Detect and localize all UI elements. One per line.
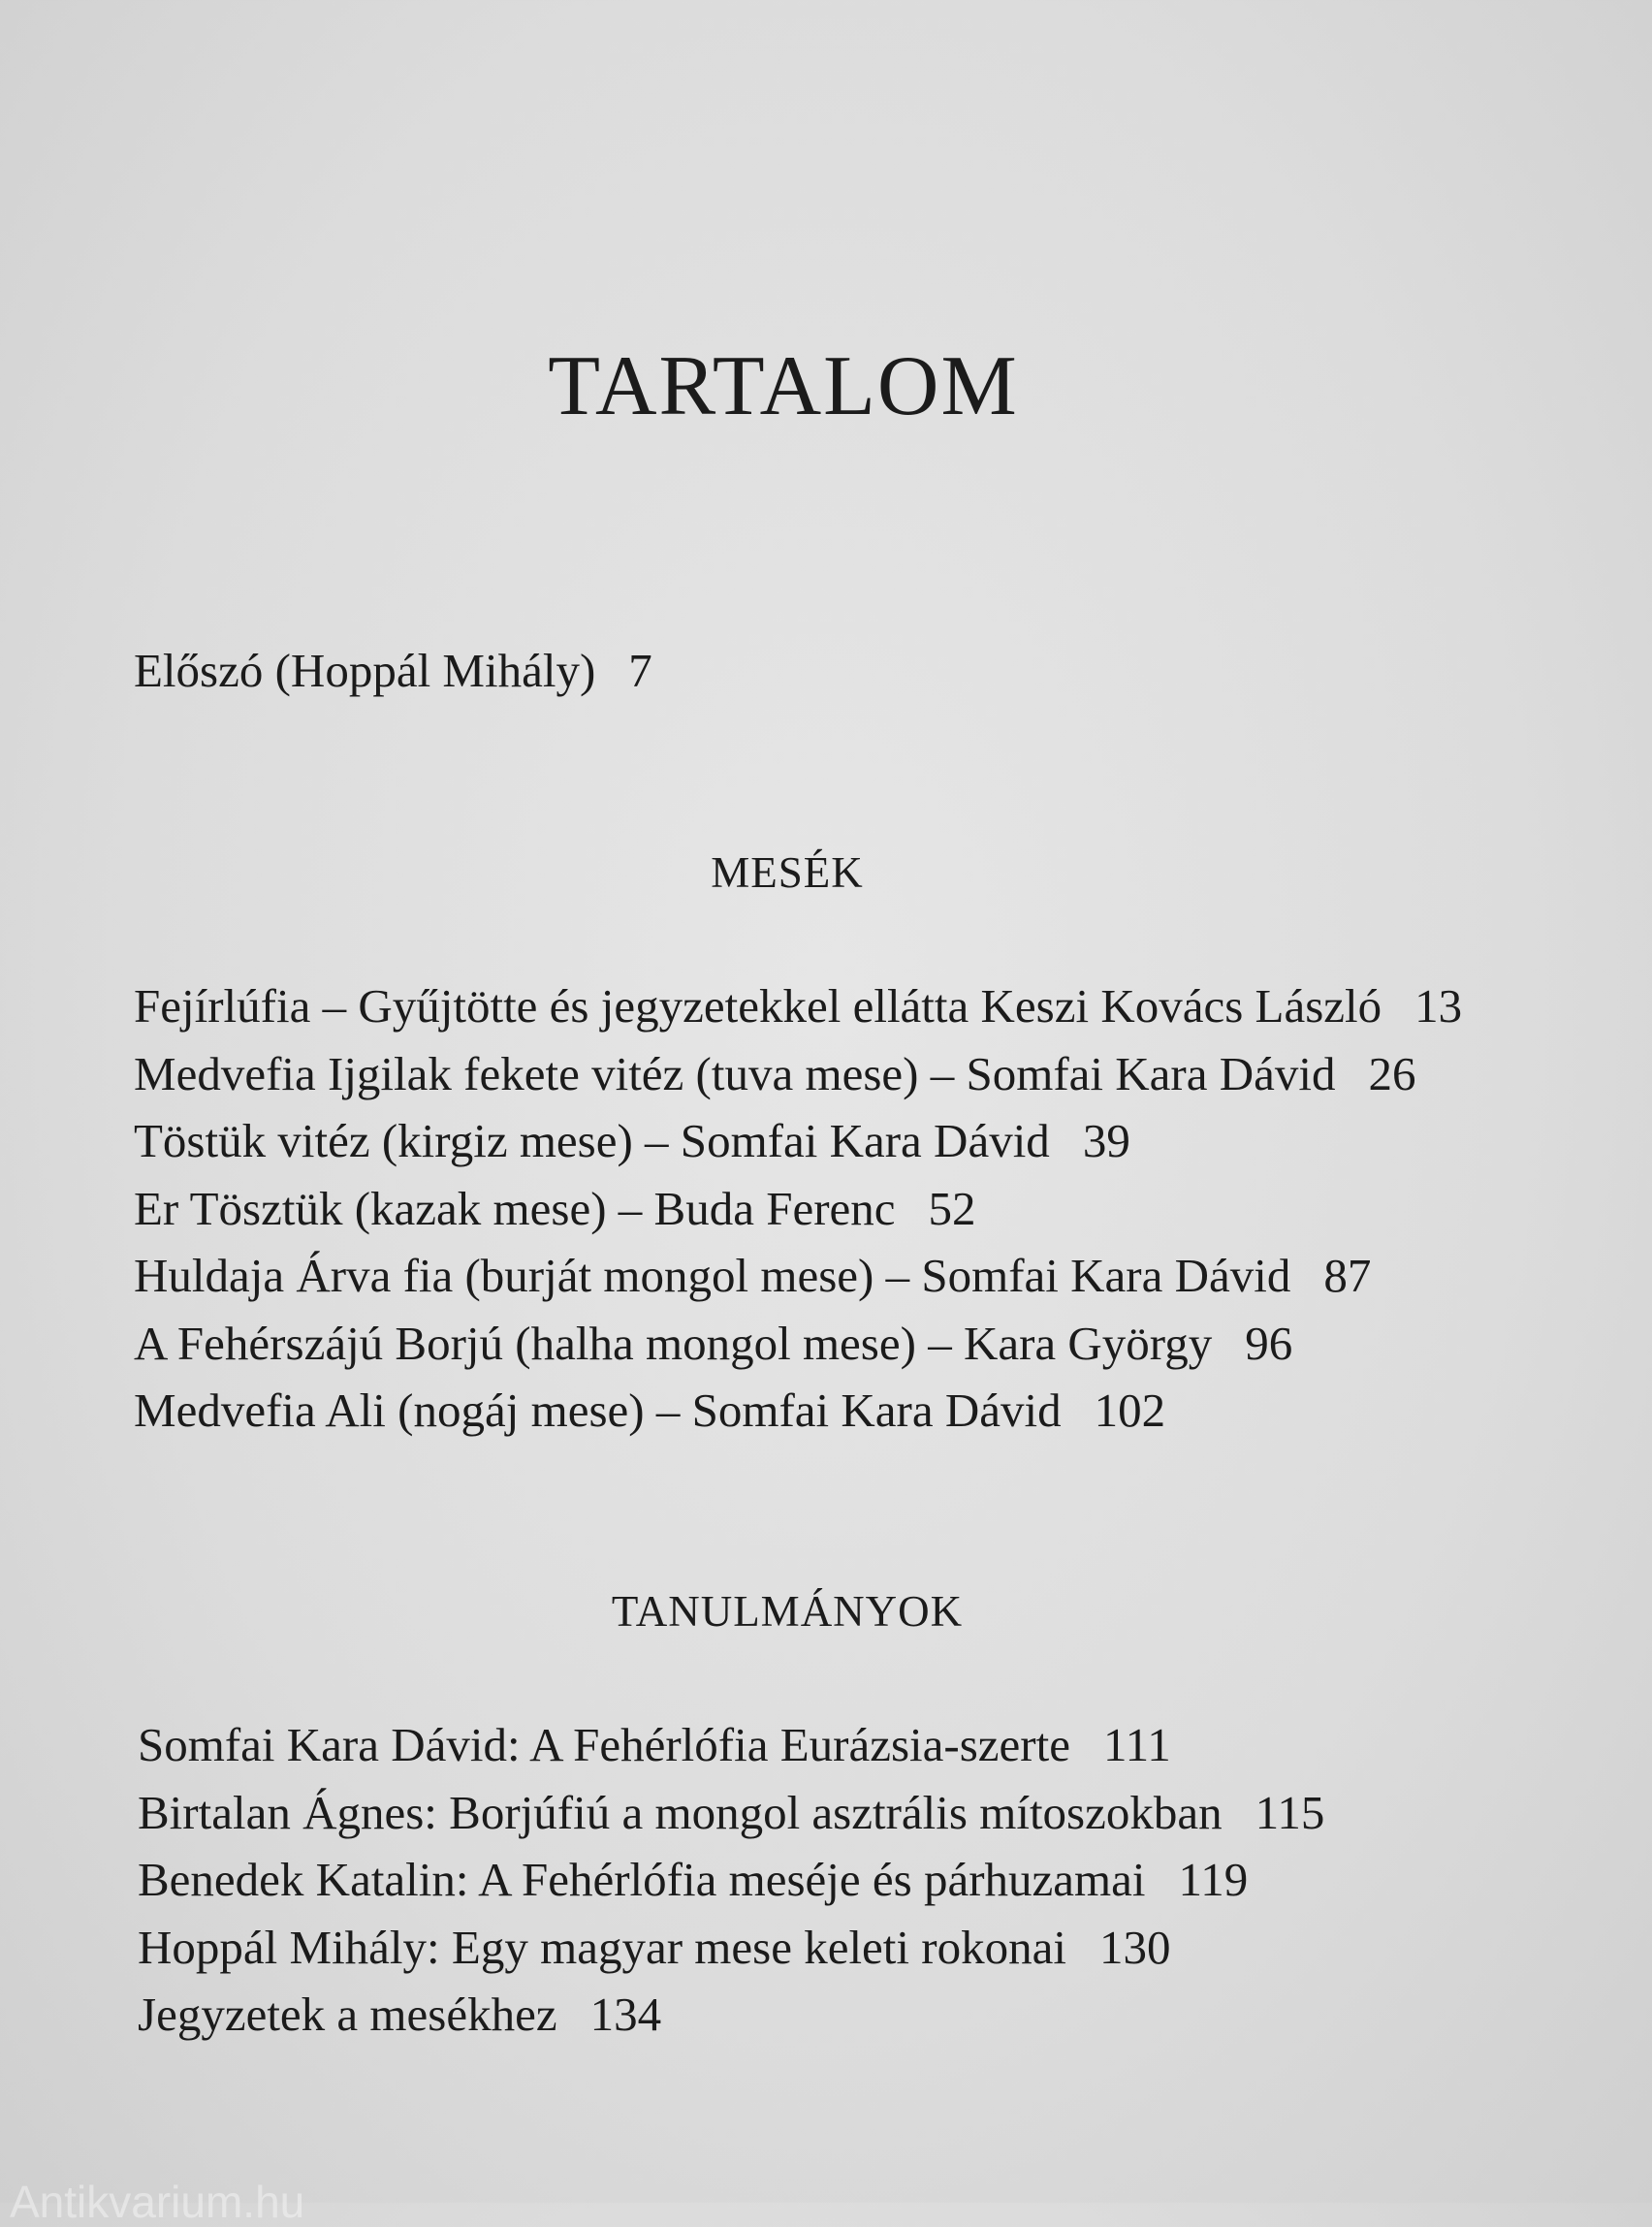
toc-entry-page: 130 [1098,1920,1171,1974]
toc-entry-text: Medvefia Ali (nogáj mese) – Somfai Kara Dávid [134,1384,1062,1437]
toc-entry [134,1310,1462,1378]
toc-entry-text: Fejírlúfia – Gyűjtötte és jegyzetekkel ellátta Keszi Kovács László [134,979,1382,1033]
toc-entry [138,1981,1324,2049]
toc-entry-page: 7 [628,644,652,697]
toc-entry-text: Benedek Katalin: A Fehérlófia meséje és párhuzamai [138,1853,1146,1906]
toc-entry-text: Jegyzetek a mesékhez [138,1988,557,2041]
toc-entry [134,1175,1462,1243]
toc-entry-page: 96 [1245,1316,1293,1370]
toc-entry-page: 87 [1323,1249,1372,1302]
toc-entry-page: 134 [589,1988,662,2041]
toc-entry-text: Előszó (Hoppál Mihály) [134,644,596,697]
toc-entry-text: A Fehérszájú Borjú (halha mongol mese) – Kara György [134,1316,1213,1370]
toc-entry [138,1914,1324,1982]
toc-entry-page: 52 [928,1181,976,1235]
toc-entry-page: 39 [1082,1114,1130,1167]
toc-entry-page: 26 [1368,1046,1416,1100]
toc-entry-preface [134,644,652,697]
toc-entry [138,1711,1324,1779]
toc-list-tanulmanyok [138,1711,1324,2049]
toc-entry-text: Er Tösztük (kazak mese) – Buda Ferenc [134,1181,896,1235]
toc-entry-text: Medvefia Ijgilak fekete vitéz (tuva mese) – Somfai Kara Dávid [134,1046,1336,1100]
page-title: TARTALOM [548,339,1019,433]
section-heading-mesek: MESÉK [711,848,864,897]
toc-entry-page: 111 [1102,1718,1171,1771]
section-heading-tanulmanyok: TANULMÁNYOK [611,1587,964,1636]
toc-entry-page: 102 [1094,1384,1166,1437]
toc-entry [134,1377,1462,1445]
toc-entry [138,1779,1324,1847]
toc-entry [138,1846,1324,1914]
toc-entry-text: Huldaja Árva fia (burját mongol mese) – Somfai Kara Dávid [134,1249,1291,1302]
toc-entry-text: Hoppál Mihály: Egy magyar mese keleti rokonai [138,1920,1066,1974]
toc-entry-text: Birtalan Ágnes: Borjúfiú a mongol asztrális mítoszokban [138,1785,1223,1839]
toc-entry-text: Töstük vitéz (kirgiz mese) – Somfai Kara Dávid [134,1114,1050,1167]
toc-entry-text: Somfai Kara Dávid: A Fehérlófia Eurázsia-szerte [138,1718,1070,1771]
watermark: Antikvarium.hu [10,2177,305,2227]
toc-entry [134,1040,1462,1108]
toc-entry [134,1107,1462,1175]
toc-entry-page: 119 [1178,1853,1249,1906]
toc-entry [134,1242,1462,1310]
toc-entry-page: 13 [1414,979,1463,1033]
toc-entry-page: 115 [1255,1785,1325,1839]
toc-list-mesek [134,972,1462,1445]
toc-entry [134,972,1462,1040]
